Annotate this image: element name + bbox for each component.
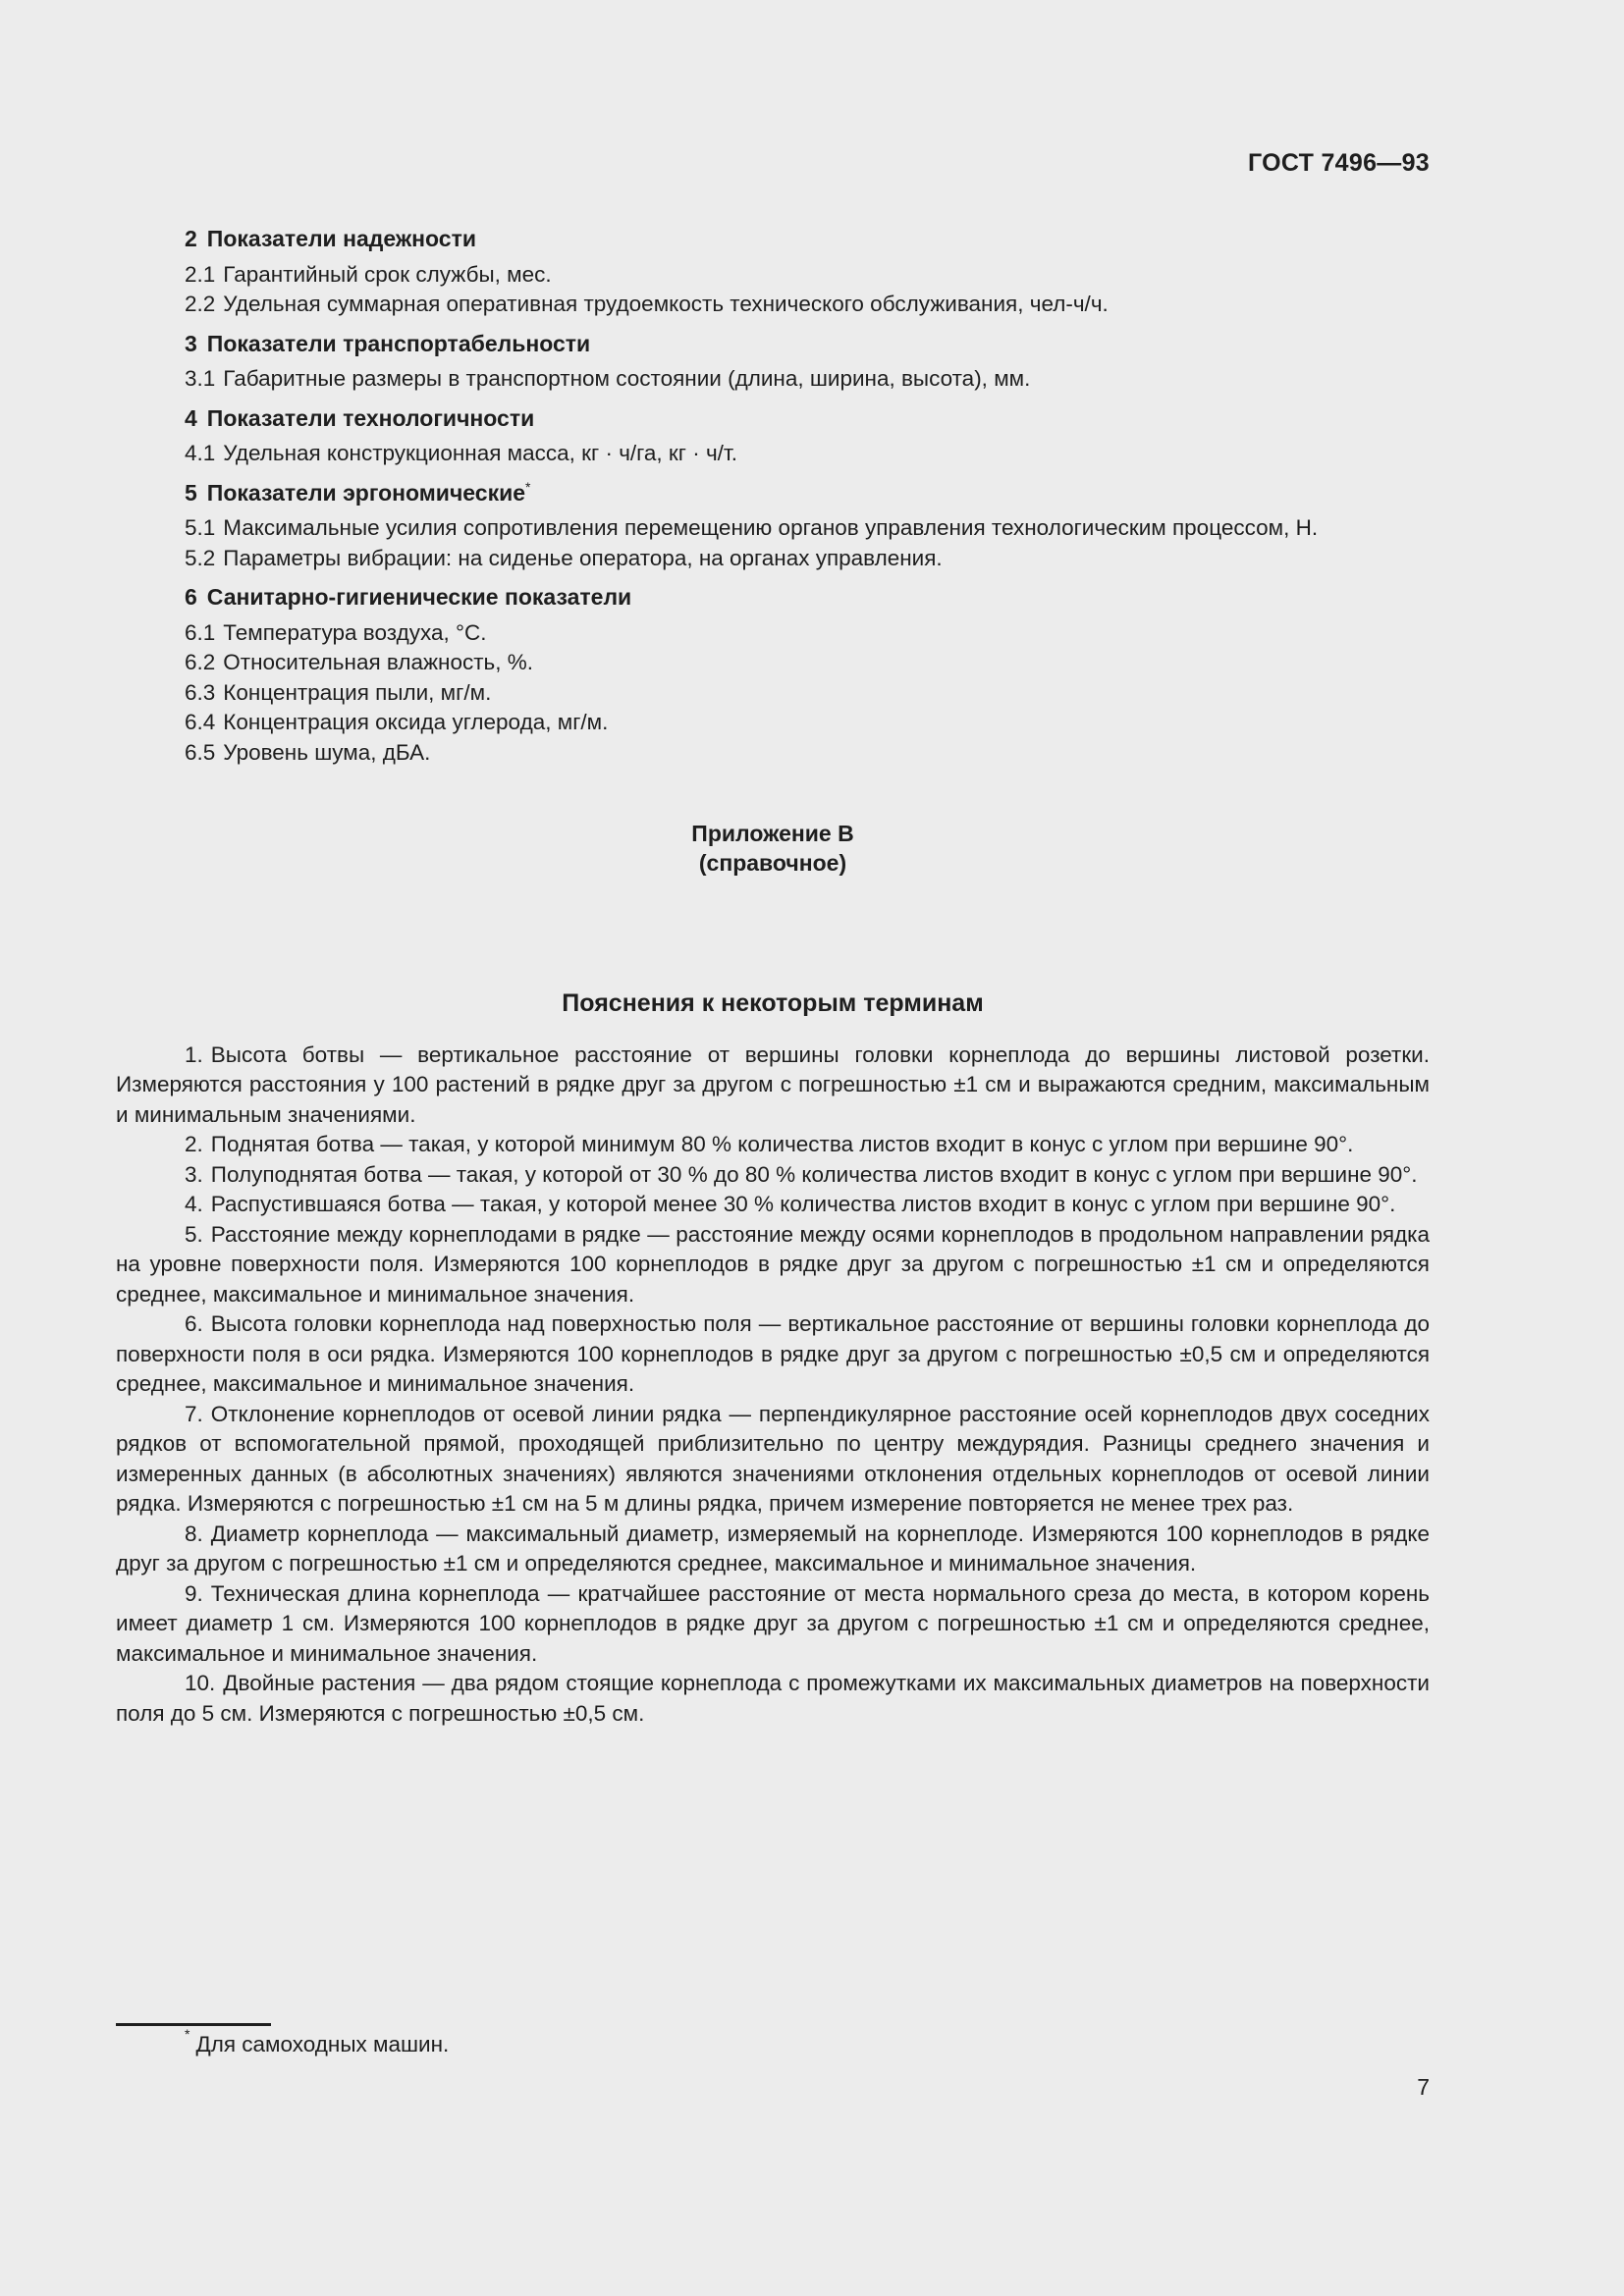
item-text: Концентрация оксида углерода, мг/м. bbox=[223, 710, 609, 734]
item-number: 6.4 bbox=[185, 710, 216, 734]
item-text: Максимальные усилия сопротивления перемещению органов управления технологическим процессом, Н. bbox=[223, 515, 1319, 540]
item-text: Параметры вибрации: на сиденье оператора, на органах управления. bbox=[223, 545, 943, 570]
section-title: Показатели эргономические bbox=[206, 479, 526, 506]
section-number: 3 bbox=[185, 330, 197, 356]
item-number: 4.1 bbox=[185, 441, 216, 465]
item-text: Габаритные размеры в транспортном состоянии (длина, ширина, высота), мм. bbox=[223, 366, 1031, 391]
list-item bbox=[185, 678, 1430, 709]
list-item bbox=[185, 364, 1430, 395]
document-code: ГОСТ 7496—93 bbox=[1248, 149, 1430, 177]
page-content bbox=[116, 224, 1430, 1729]
section-title: Показатели транспортабельности bbox=[206, 330, 591, 356]
list-item bbox=[185, 290, 1430, 320]
section-heading bbox=[185, 403, 1430, 434]
item-number: 2.1 bbox=[185, 261, 216, 287]
list-item bbox=[185, 708, 1430, 738]
term-number: 10. bbox=[185, 1671, 216, 1695]
footnote bbox=[185, 2026, 450, 2057]
term-number: 5. bbox=[185, 1221, 203, 1247]
term-item bbox=[116, 1130, 1430, 1160]
term-item bbox=[116, 1160, 1430, 1191]
term-text: Диаметр корнеплода — максимальный диаметр, измеряемый на корнеплоде. Измеряются 100 корнеплодов в рядке друг за другом с погрешностью ±1 см и определяются среднее, максимальное и минимальное значения. bbox=[116, 1521, 1430, 1575]
section-title: Показатели надежности bbox=[206, 226, 476, 251]
term-text: Распустившаяся ботва — такая, у которой менее 30 % количества листов входит в конус с углом при вершине 90°. bbox=[210, 1192, 1396, 1216]
section-title: Показатели технологичности bbox=[206, 404, 535, 431]
term-text: Расстояние между корнеплодами в рядке — расстояние между осями корнеплодов в продольном направлении рядка на уровне поверхности поля. Измеряются 100 корнеплодов в рядке друг за другом с погрешностью ±1 см и определяются среднее, максимальное и минимальное значения. bbox=[116, 1221, 1430, 1307]
item-text: Удельная конструкционная масса, кг · ч/га, кг · ч/т. bbox=[223, 441, 737, 465]
section-number: 4 bbox=[185, 404, 197, 431]
term-number: 1. bbox=[185, 1041, 203, 1067]
list-item bbox=[185, 648, 1430, 678]
item-number: 6.3 bbox=[185, 679, 216, 705]
item-text: Относительная влажность, %. bbox=[223, 650, 533, 674]
footnote-text: Для самоходных машин. bbox=[195, 2032, 450, 2056]
section-number: 5 bbox=[185, 479, 197, 506]
section-title: Санитарно-гигиенические показатели bbox=[206, 584, 632, 610]
term-text: Полуподнятая ботва — такая, у которой от 30 % до 80 % количества листов входит в конус с углом при вершине 90°. bbox=[210, 1161, 1418, 1187]
list-item bbox=[185, 544, 1430, 574]
term-item bbox=[116, 1190, 1430, 1220]
term-number: 9. bbox=[185, 1580, 203, 1606]
item-text: Гарантийный срок службы, мес. bbox=[223, 261, 552, 287]
item-number: 2.2 bbox=[185, 292, 216, 316]
term-item bbox=[116, 1520, 1430, 1579]
section-number: 2 bbox=[185, 226, 197, 251]
term-item bbox=[116, 1220, 1430, 1310]
term-number: 8. bbox=[185, 1521, 203, 1546]
term-text: Поднятая ботва — такая, у которой минимум 80 % количества листов входит в конус с углом при вершине 90°. bbox=[210, 1132, 1354, 1156]
list-item bbox=[185, 260, 1430, 291]
item-number: 5.2 bbox=[185, 545, 216, 570]
item-number: 5.1 bbox=[185, 515, 216, 540]
footnote-mark: * bbox=[185, 2026, 190, 2042]
term-item bbox=[116, 1309, 1430, 1400]
appendix-subtitle: (справочное) bbox=[698, 850, 847, 876]
footnote-marker: * bbox=[525, 478, 531, 495]
item-text: Концентрация пыли, мг/м. bbox=[223, 679, 492, 705]
appendix-heading bbox=[116, 819, 1430, 878]
term-item bbox=[116, 1669, 1430, 1729]
list-item bbox=[185, 738, 1430, 769]
term-number: 2. bbox=[185, 1132, 203, 1156]
list-item bbox=[116, 513, 1430, 544]
item-text: Температура воздуха, °С. bbox=[223, 619, 487, 645]
term-number: 7. bbox=[185, 1401, 203, 1426]
item-text: Удельная суммарная оперативная трудоемкость технического обслуживания, чел-ч/ч. bbox=[223, 292, 1109, 316]
section-number: 6 bbox=[185, 584, 197, 610]
section-heading bbox=[185, 582, 1430, 613]
term-text: Высота ботвы — вертикальное расстояние от вершины головки корнеплода до вершины листовой розетки. Измеряются расстояния у 100 растений в рядке друг за другом с погрешностью ±1 см и выражаются средним, максимальным и минимальным значениями. bbox=[116, 1041, 1430, 1127]
list-item bbox=[185, 439, 1430, 469]
term-text: Двойные растения — два рядом стоящие корнеплода с промежутками их максимальных диаметров на поверхности поля до 5 см. Измеряются с погрешностью ±0,5 см. bbox=[116, 1671, 1430, 1726]
term-number: 6. bbox=[185, 1311, 203, 1336]
section-heading bbox=[185, 478, 1430, 508]
term-number: 4. bbox=[185, 1192, 203, 1216]
term-text: Отклонение корнеплодов от осевой линии рядка — перпендикулярное расстояние осей корнеплодов двух соседних рядков от вспомогательной прямой, проходящей приблизительно по центру междурядия. Разницы среднего значения и измеренных данных (в абсолютных значениях) являются значениями отклонения отдельных корнеплодов от осевой линии рядка. Измеряются с погрешностью ±1 см на 5 м длины рядка, причем измерение повторяется не менее трех раз. bbox=[116, 1401, 1430, 1516]
section-heading bbox=[185, 329, 1430, 359]
item-text: Уровень шума, дБА. bbox=[223, 739, 431, 765]
item-number: 6.1 bbox=[185, 619, 216, 645]
footnote-divider bbox=[116, 2023, 271, 2026]
list-item bbox=[185, 618, 1430, 649]
term-number: 3. bbox=[185, 1161, 203, 1187]
term-item bbox=[116, 1041, 1430, 1131]
appendix-title: Приложение В bbox=[691, 821, 854, 846]
term-text: Техническая длина корнеплода — кратчайшее расстояние от места нормального среза до места, в котором корень имеет диаметр 1 см. Измеряются 100 корнеплодов в рядке друг за другом с погрешностью ±1 см и определяются среднее, максимальное и минимальное значения. bbox=[116, 1580, 1430, 1666]
item-number: 6.2 bbox=[185, 650, 216, 674]
term-item bbox=[116, 1579, 1430, 1670]
page-number: 7 bbox=[1417, 2074, 1430, 2100]
terms-title: Пояснения к некоторым терминам bbox=[562, 989, 984, 1017]
item-number: 3.1 bbox=[185, 366, 216, 391]
item-number: 6.5 bbox=[185, 739, 216, 765]
term-text: Высота головки корнеплода над поверхностью поля — вертикальное расстояние от вершины головки корнеплода до поверхности поля в оси рядка. Измеряются 100 корнеплодов в рядке друг за другом с погрешностью ±0,5 см и определяются среднее, максимальное и минимальное значения. bbox=[116, 1311, 1430, 1396]
term-item bbox=[116, 1400, 1430, 1520]
section-heading bbox=[185, 224, 1430, 254]
